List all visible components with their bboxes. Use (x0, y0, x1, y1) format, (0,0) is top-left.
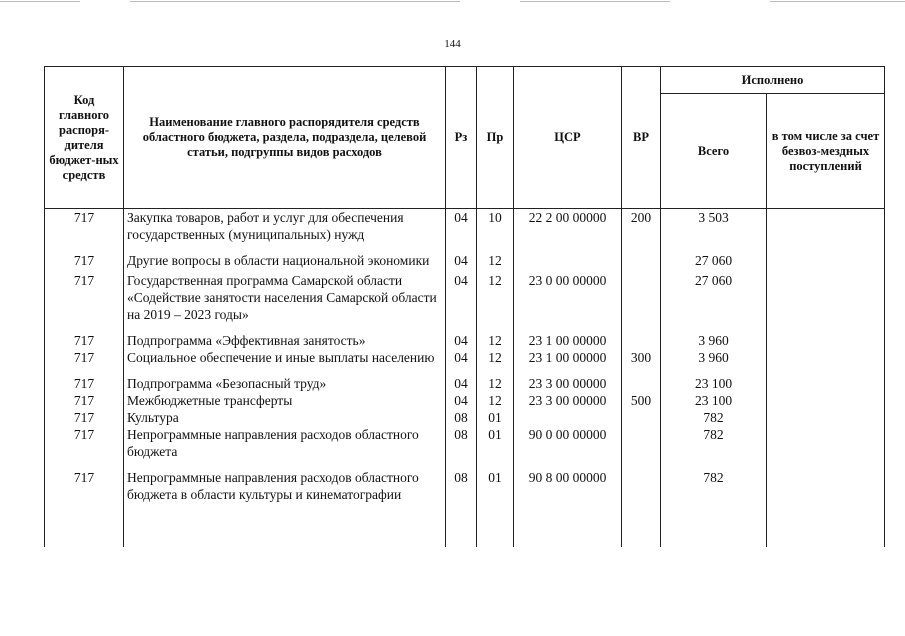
header-code: Код главного распоря-дителя бюджет-ных средств (45, 67, 124, 209)
row-code: 717 (45, 409, 124, 426)
row-total: 782 (661, 409, 767, 426)
filler-cell (767, 503, 885, 547)
row-name: Подпрограмма «Эффективная занятость» (124, 332, 446, 349)
row-name: Другие вопросы в области национальной экономики (124, 252, 446, 272)
row-rz: 04 (446, 375, 477, 392)
row-vr (622, 375, 661, 392)
row-csr: 23 3 00 00000 (514, 375, 622, 392)
row-vr (622, 272, 661, 332)
header-name: Наименование главного распорядителя средств областного бюджета, раздела, подраздела, целевой статьи, подгруппы видов расходов (124, 67, 446, 209)
row-pr: 12 (477, 349, 514, 375)
row-name: Культура (124, 409, 446, 426)
table-row (45, 332, 885, 349)
row-pr: 12 (477, 272, 514, 332)
row-code: 717 (45, 375, 124, 392)
row-csr: 23 1 00 00000 (514, 332, 622, 349)
filler-cell (514, 503, 622, 547)
table-row (45, 409, 885, 426)
table-row (45, 392, 885, 409)
table-row (45, 272, 885, 332)
table-row (45, 375, 885, 392)
row-csr: 23 3 00 00000 (514, 392, 622, 409)
row-total: 782 (661, 469, 767, 503)
row-rz: 08 (446, 409, 477, 426)
filler-cell (446, 503, 477, 547)
table-header (45, 67, 885, 209)
row-total: 27 060 (661, 272, 767, 332)
row-pr: 12 (477, 375, 514, 392)
row-csr: 90 0 00 00000 (514, 426, 622, 469)
row-code: 717 (45, 272, 124, 332)
row-free-receipts (767, 392, 885, 409)
header-executed: Исполнено (661, 67, 885, 94)
header-csr: ЦСР (514, 67, 622, 209)
row-rz: 08 (446, 426, 477, 469)
filler-cell (622, 503, 661, 547)
row-free-receipts (767, 332, 885, 349)
row-name: Государственная программа Самарской области «Содействие занятости населения Самарской области на 2019 – 2023 годы» (124, 272, 446, 332)
row-rz: 08 (446, 469, 477, 503)
row-vr (622, 332, 661, 349)
row-free-receipts (767, 426, 885, 469)
row-vr (622, 409, 661, 426)
row-name: Межбюджетные трансферты (124, 392, 446, 409)
filler-cell (124, 503, 446, 547)
header-rz: Рз (446, 67, 477, 209)
row-vr: 500 (622, 392, 661, 409)
row-free-receipts (767, 469, 885, 503)
row-pr: 12 (477, 332, 514, 349)
table-row (45, 349, 885, 375)
row-vr (622, 469, 661, 503)
budget-table (44, 66, 885, 547)
row-csr: 22 2 00 00000 (514, 209, 622, 253)
table-row (45, 209, 885, 253)
table-body (45, 209, 885, 548)
row-total: 3 960 (661, 332, 767, 349)
table-filler-row (45, 503, 885, 547)
header-vr: ВР (622, 67, 661, 209)
row-vr: 200 (622, 209, 661, 253)
row-name: Закупка товаров, работ и услуг для обеспечения государственных (муниципальных) нужд (124, 209, 446, 253)
row-rz: 04 (446, 332, 477, 349)
row-pr: 12 (477, 392, 514, 409)
row-free-receipts (767, 252, 885, 272)
row-csr (514, 252, 622, 272)
row-free-receipts (767, 272, 885, 332)
row-code: 717 (45, 349, 124, 375)
filler-cell (45, 503, 124, 547)
row-name: Подпрограмма «Безопасный труд» (124, 375, 446, 392)
row-name: Социальное обеспечение и иные выплаты населению (124, 349, 446, 375)
row-rz: 04 (446, 349, 477, 375)
row-csr: 23 0 00 00000 (514, 272, 622, 332)
row-csr (514, 409, 622, 426)
row-name: Непрограммные направления расходов областного бюджета (124, 426, 446, 469)
row-name: Непрограммные направления расходов областного бюджета в области культуры и кинематографии (124, 469, 446, 503)
table-row (45, 426, 885, 469)
row-pr: 01 (477, 409, 514, 426)
row-total: 3 503 (661, 209, 767, 253)
row-total: 3 960 (661, 349, 767, 375)
page-number: 144 (444, 38, 461, 50)
header-pr: Пр (477, 67, 514, 209)
row-free-receipts (767, 349, 885, 375)
scan-edge-line (0, 1, 80, 2)
row-pr: 12 (477, 252, 514, 272)
filler-cell (661, 503, 767, 547)
row-vr (622, 252, 661, 272)
row-rz: 04 (446, 392, 477, 409)
row-code: 717 (45, 332, 124, 349)
row-rz: 04 (446, 272, 477, 332)
row-csr: 23 1 00 00000 (514, 349, 622, 375)
table-row (45, 469, 885, 503)
scan-edge-line (520, 1, 670, 2)
row-csr: 90 8 00 00000 (514, 469, 622, 503)
row-code: 717 (45, 209, 124, 253)
row-code: 717 (45, 469, 124, 503)
row-code: 717 (45, 426, 124, 469)
row-vr (622, 426, 661, 469)
row-vr: 300 (622, 349, 661, 375)
scan-edge-line (770, 1, 905, 2)
row-pr: 01 (477, 426, 514, 469)
row-code: 717 (45, 392, 124, 409)
row-free-receipts (767, 375, 885, 392)
row-rz: 04 (446, 252, 477, 272)
row-free-receipts (767, 209, 885, 253)
row-code: 717 (45, 252, 124, 272)
row-free-receipts (767, 409, 885, 426)
header-free-receipts: в том числе за счет безвоз-мездных поступлений (767, 94, 885, 209)
row-rz: 04 (446, 209, 477, 253)
row-total: 27 060 (661, 252, 767, 272)
filler-cell (477, 503, 514, 547)
scan-edge-line (130, 1, 460, 2)
row-pr: 01 (477, 469, 514, 503)
row-pr: 10 (477, 209, 514, 253)
row-total: 782 (661, 426, 767, 469)
header-total: Всего (661, 94, 767, 209)
row-total: 23 100 (661, 375, 767, 392)
row-total: 23 100 (661, 392, 767, 409)
table-row (45, 252, 885, 272)
